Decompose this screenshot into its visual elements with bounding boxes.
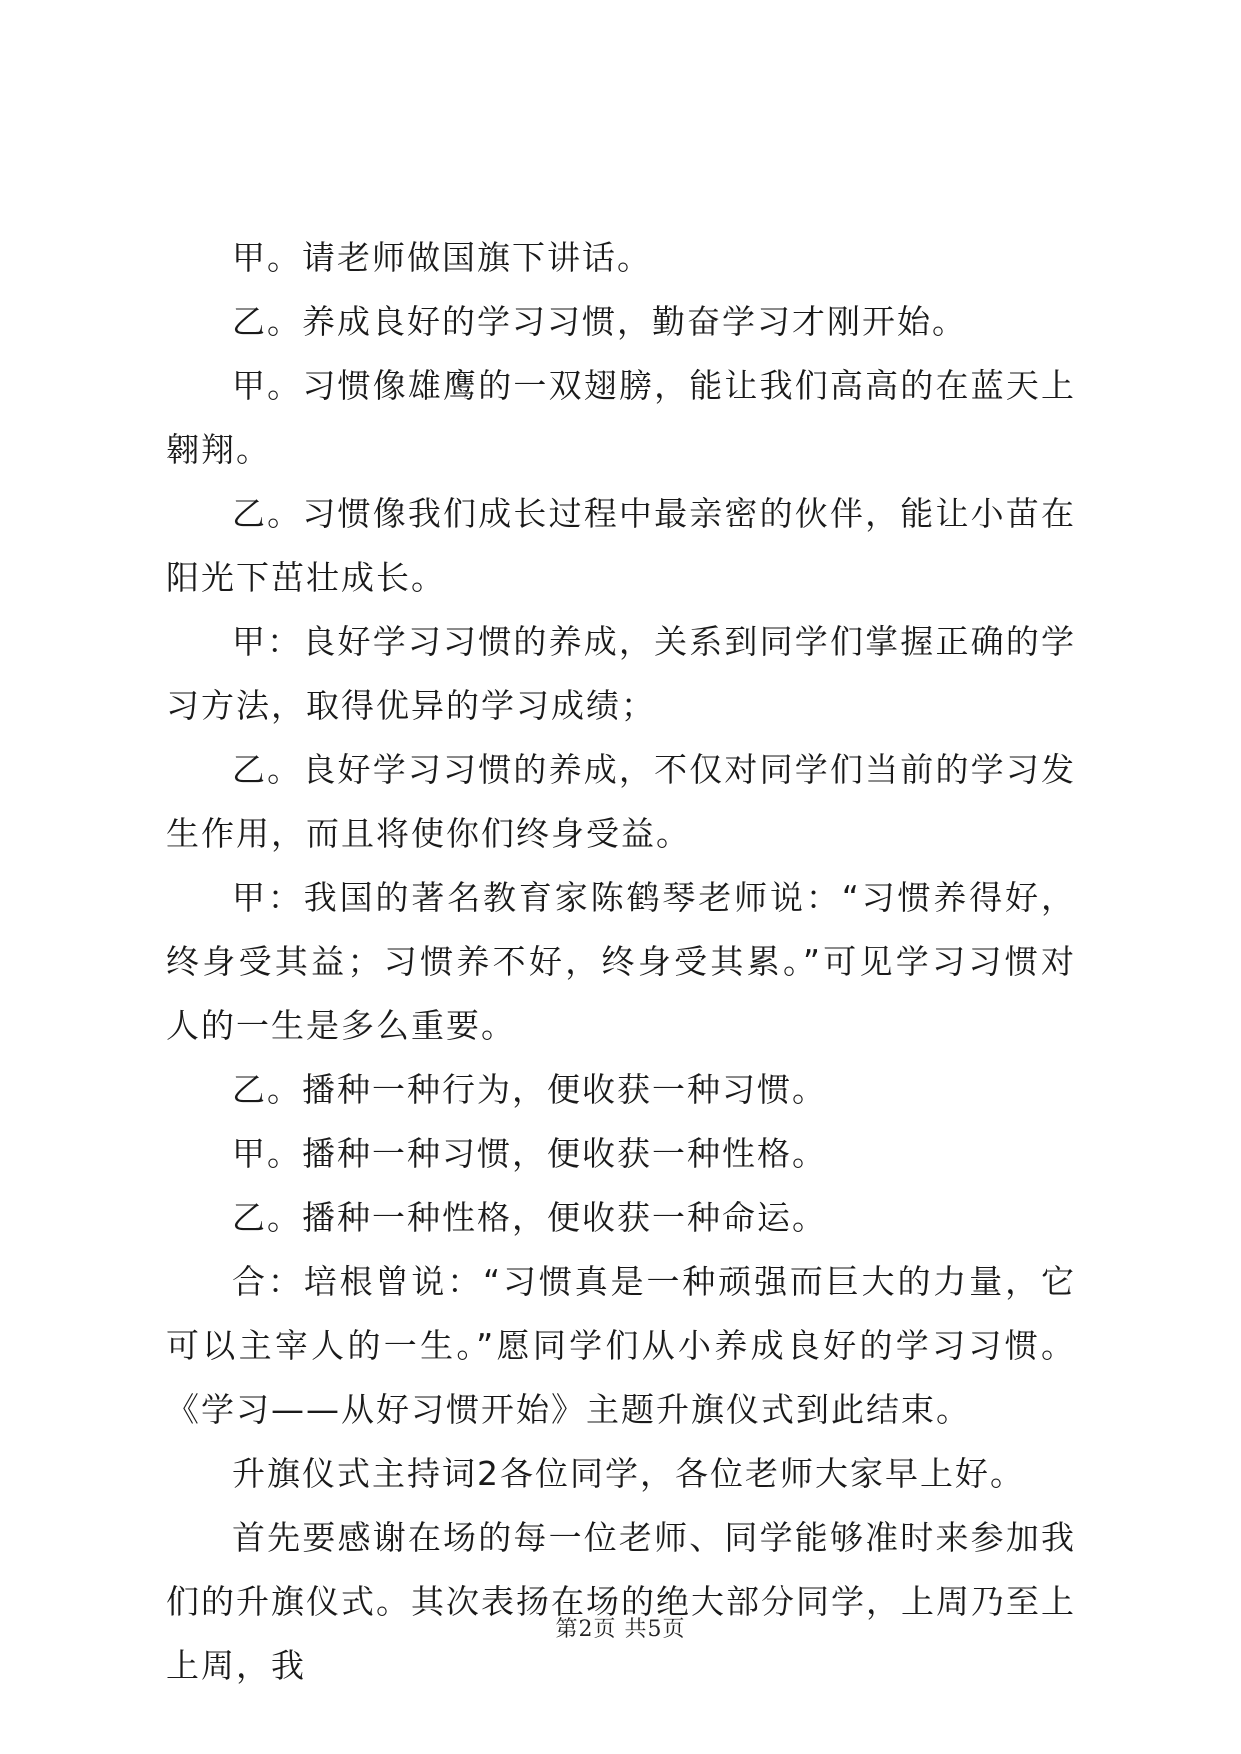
paragraph-2: 乙。养成良好的学习习惯，勤奋学习才刚开始。 bbox=[232, 302, 967, 341]
paragraph-6: 乙。良好学习习惯的养成，不仅对同学们当前的学习发生作用，而且将使你们终身受益。 bbox=[166, 750, 1076, 853]
paragraph-1: 甲。请老师做国旗下讲话。 bbox=[232, 238, 652, 277]
paragraph-11: 合：培根曾说：“习惯真是一种顽强而巨大的力量，它可以主宰人的一生。”愿同学们从小养成良好的学习习惯。《学习——从好习惯开始》主题升旗仪式到此结束。 bbox=[166, 1262, 1076, 1429]
page-number-footer: 第2页 共5页 bbox=[555, 1617, 686, 1642]
paragraph-3: 甲。习惯像雄鹰的一双翅膀，能让我们高高的在蓝天上翱翔。 bbox=[166, 366, 1076, 469]
paragraph-8: 乙。播种一种行为，便收获一种习惯。 bbox=[232, 1070, 827, 1109]
document-body bbox=[166, 226, 1076, 1698]
paragraph-13: 首先要感谢在场的每一位老师、同学能够准时来参加我们的升旗仪式。其次表扬在场的绝大部分同学，上周乃至上上周，我 bbox=[166, 1518, 1076, 1685]
paragraph-9: 甲。播种一种习惯，便收获一种性格。 bbox=[232, 1134, 827, 1173]
paragraph-7: 甲：我国的著名教育家陈鹤琴老师说：“习惯养得好，终身受其益；习惯养不好，终身受其累。”可见学习习惯对人的一生是多么重要。 bbox=[166, 878, 1076, 1045]
paragraph-12: 升旗仪式主持词2各位同学，各位老师大家早上好。 bbox=[232, 1454, 1025, 1493]
paragraph-4: 乙。习惯像我们成长过程中最亲密的伙伴，能让小苗在阳光下茁壮成长。 bbox=[166, 494, 1076, 597]
paragraph-10: 乙。播种一种性格，便收获一种命运。 bbox=[232, 1198, 827, 1237]
paragraph-5: 甲：良好学习习惯的养成，关系到同学们掌握正确的学习方法，取得优异的学习成绩； bbox=[166, 622, 1076, 725]
